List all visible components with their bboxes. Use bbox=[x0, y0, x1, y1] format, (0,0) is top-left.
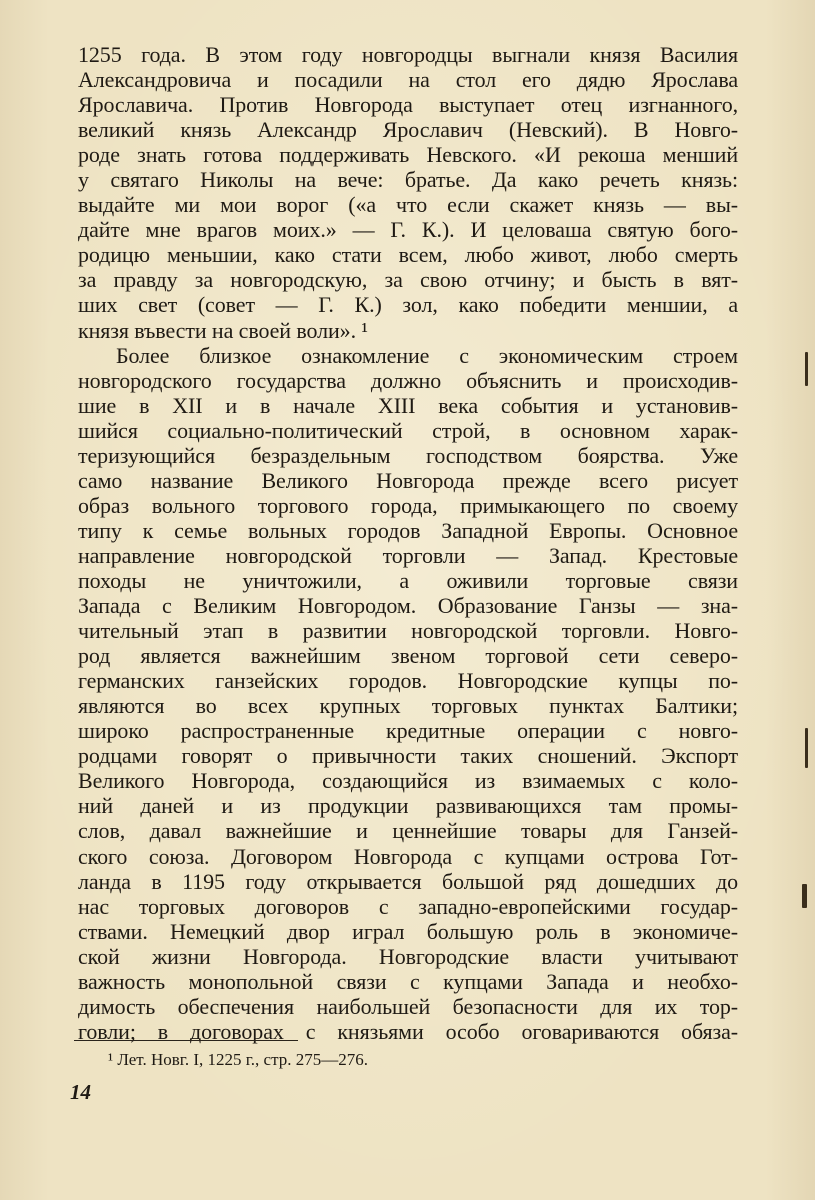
text-line: новгородского государства должно объяснить и происходив- bbox=[78, 367, 738, 393]
text-line: шийся социально-политический строй, в основном харак- bbox=[78, 417, 738, 443]
text-line: за правду за новгородскую, за свою отчину; и бысть в вят- bbox=[78, 267, 738, 293]
margin-mark bbox=[805, 728, 808, 768]
text-line: великий князь Александр Ярославич (Невский). В Новго- bbox=[78, 117, 738, 143]
text-line: 1255 года. В этом году новгородцы выгнали князя Василия bbox=[78, 42, 738, 67]
text-line: направление новгородской торговли — Запад. Крестовые bbox=[78, 542, 738, 568]
text-line: димость обеспечения наибольшей безопасности для их тор- bbox=[78, 993, 738, 1019]
text-line: выдайте ми мои ворог («а что если скажет князь — вы- bbox=[78, 192, 738, 218]
text-line: род является важнейшим звеном торговой сети северо- bbox=[78, 643, 738, 669]
margin-mark bbox=[805, 352, 808, 386]
text-line: нас торговых договоров с западно-европейскими государ- bbox=[78, 893, 738, 919]
text-line: слов, давал важнейшие и ценнейшие товары для Ганзей- bbox=[78, 818, 738, 844]
text-line: ского союза. Договором Новгорода с купцами острова Гот- bbox=[78, 843, 738, 869]
text-line: походы не уничтожили, а оживили торговые связи bbox=[78, 567, 738, 593]
text-line: ланда в 1195 году открывается большой ряд дошедших до bbox=[78, 868, 738, 894]
text-line: Александровича и посадили на стол его дядю Ярослава bbox=[78, 67, 738, 93]
text-line: родцами говорят о привычности таких сношений. Экспорт bbox=[78, 743, 738, 769]
margin-mark bbox=[802, 884, 807, 908]
footnote: ¹ Лет. Новг. I, 1225 г., стр. 275—276. bbox=[108, 1050, 368, 1069]
text-line: ний даней и из продукции развивающихся там промы- bbox=[78, 793, 738, 819]
text-line: типу к семье вольных городов Западной Европы. Основное bbox=[78, 517, 738, 543]
text-line: теризующийся безраздельным господством боярства. Уже bbox=[78, 442, 738, 468]
body-text bbox=[78, 42, 738, 1044]
text-line: князя въвести на своей воли». ¹ bbox=[78, 317, 368, 343]
text-line: образ вольного торгового города, примыкающего по своему bbox=[78, 492, 738, 518]
text-line: ших свет (совет — Г. К.) зол, како победити меншии, а bbox=[78, 292, 738, 318]
text-line: родицю меньшии, како стати всем, любо живот, любо смерть bbox=[78, 242, 738, 268]
text-line: само название Великого Новгорода прежде всего рисует bbox=[78, 467, 738, 493]
text-line: говли; в договорах с князьями особо оговариваются обяза- bbox=[78, 1018, 738, 1044]
text-line: Более близкое ознакомление с экономическим строем bbox=[116, 342, 738, 368]
text-line: важность монопольной связи с купцами Запада и необхо- bbox=[78, 968, 738, 994]
text-line: чительный этап в развитии новгородской торговли. Новго- bbox=[78, 618, 738, 644]
text-line: роде знать готова поддерживать Невского. «И рекоша менший bbox=[78, 142, 738, 168]
text-line: шие в XII и в начале XIII века события и установив- bbox=[78, 392, 738, 418]
text-line: ствами. Немецкий двор играл большую роль в экономиче- bbox=[78, 918, 738, 944]
text-line: германских ганзейских городов. Новгородские купцы по- bbox=[78, 668, 738, 694]
text-line: являются во всех крупных торговых пунктах Балтики; bbox=[78, 693, 738, 719]
text-line: Великого Новгорода, создающийся из взимаемых с коло- bbox=[78, 768, 738, 794]
page-number: 14 bbox=[70, 1080, 91, 1104]
text-line: Запада с Великим Новгородом. Образование Ганзы — зна- bbox=[78, 593, 738, 619]
footnote-rule bbox=[74, 1040, 298, 1041]
text-line: у святаго Николы на вече: братье. Да како речеть князь: bbox=[78, 167, 738, 193]
text-line: ской жизни Новгорода. Новгородские власти учитывают bbox=[78, 943, 738, 969]
text-line: широко распространенные кредитные операции с новго- bbox=[78, 718, 738, 744]
text-line: Ярославича. Против Новгорода выступает отец изгнанного, bbox=[78, 92, 738, 118]
paragraph-1 bbox=[78, 42, 738, 343]
text-line: дайте мне врагов моих.» — Г. К.). И целоваша святую бого- bbox=[78, 217, 738, 243]
paragraph-2 bbox=[78, 343, 738, 1044]
